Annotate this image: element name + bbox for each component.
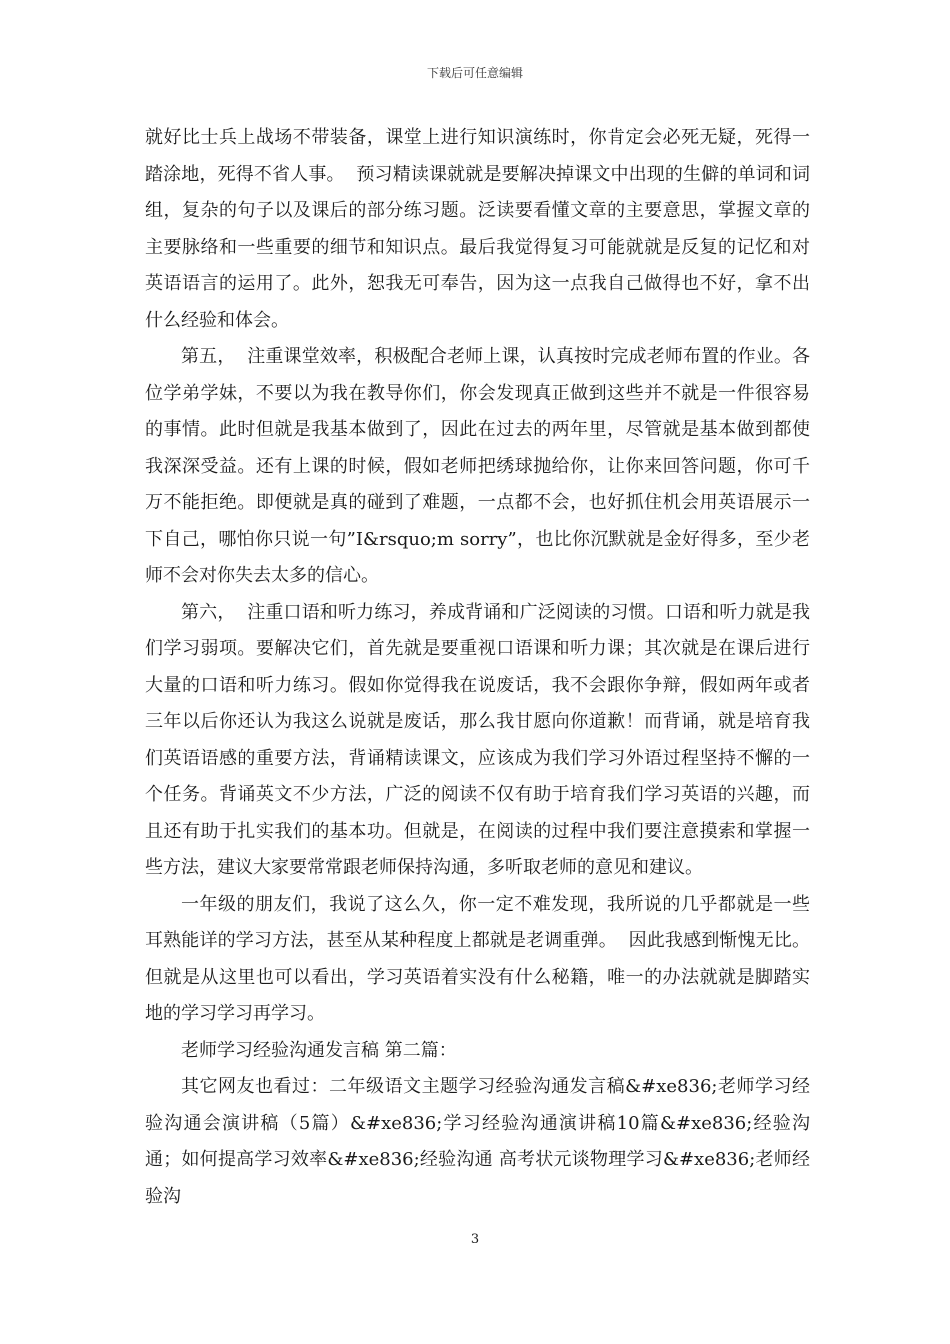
paragraph: 第六， 注重口语和听力练习，养成背诵和广泛阅读的习惯。口语和听力就是我们学习弱项。要解决它们，首先就是要重视口语课和听力课；其次就是在课后进行大量的口语和听力练习。假如你觉得我在说废话，我不会跟你争辩，假如两年或者三年以后你还认为我这么说就是废话，那么我甘愿向你道歉！而背诵，就是培育我们英语语感的重要方法，背诵精读课文，应该成为我们学习外语过程坚持不懈的一个任务。背诵英文不少方法，广泛的阅读不仅有助于培育我们学习英语的兴趣，而且还有助于扎实我们的基本功。但就是，在阅读的过程中我们要注意摸索和掌握一些方法，建议大家要常常跟老师保持沟通，多听取老师的意见和建议。 (145, 601, 810, 878)
section-heading: 老师学习经验沟通发言稿 第二篇： (181, 1039, 457, 1061)
paragraph: 第五， 注重课堂效率，积极配合老师上课，认真按时完成老师布置的作业。各位学弟学妹，不要以为我在教导你们，你会发现真正做到这些并不就是一件很容易的事情。此时但就是我基本做到了，因此在过去的两年里，尽管就是基本做到都使我深深受益。还有上课的时候，假如老师把绣球抛给你，让你来回答问题，你可千万不能拒绝。即便就是真的碰到了难题，一点都不会，也好抓住机会用英语展示一下自己，哪怕你只说一句”I&rsquo;m sorry”，也比你沉默就是金好得多，至少老师不会对你失去太多的信心。 (145, 346, 810, 586)
paragraph: 就好比士兵上战场不带装备，课堂上进行知识演练时，你肯定会必死无疑，死得一踏涂地，死得不省人事。 预习精读课就就是要解决掉课文中出现的生僻的单词和词组，复杂的句子以及课后的部分练习题。泛读要看懂文章的主要意思，掌握文章的主要脉络和一些重要的细节和知识点。最后我觉得复习可能就就是反复的记忆和对英语语言的运用了。此外，恕我无可奉告，因为这一点我自己做得也不好，拿不出什么经验和体会。 (145, 127, 810, 331)
document-body (145, 120, 822, 1215)
paragraph: 一年级的朋友们，我说了这么久，你一定不难发现，我所说的几乎都就是一些耳熟能详的学习方法，甚至从某种程度上都就是老调重弹。 因此我感到惭愧无比。 但就是从这里也可以看出，学习英语着实没有什么秘籍，唯一的办法就就是脚踏实地的学习学习再学习。 (145, 893, 822, 1024)
page-header: 下载后可任意编辑 (426, 66, 523, 80)
page-number: 3 (470, 1232, 480, 1247)
paragraph: 其它网友也看过：二年级语文主题学习经验沟通发言稿&#xe836;老师学习经验沟通会演讲稿（5篇）&#xe836;学习经验沟通演讲稿10篇&#xe836;经验沟通；如何提高学习效率&#xe836;经验沟通 高考状元谈物理学习&#xe836;老师经验沟 (145, 1076, 810, 1207)
